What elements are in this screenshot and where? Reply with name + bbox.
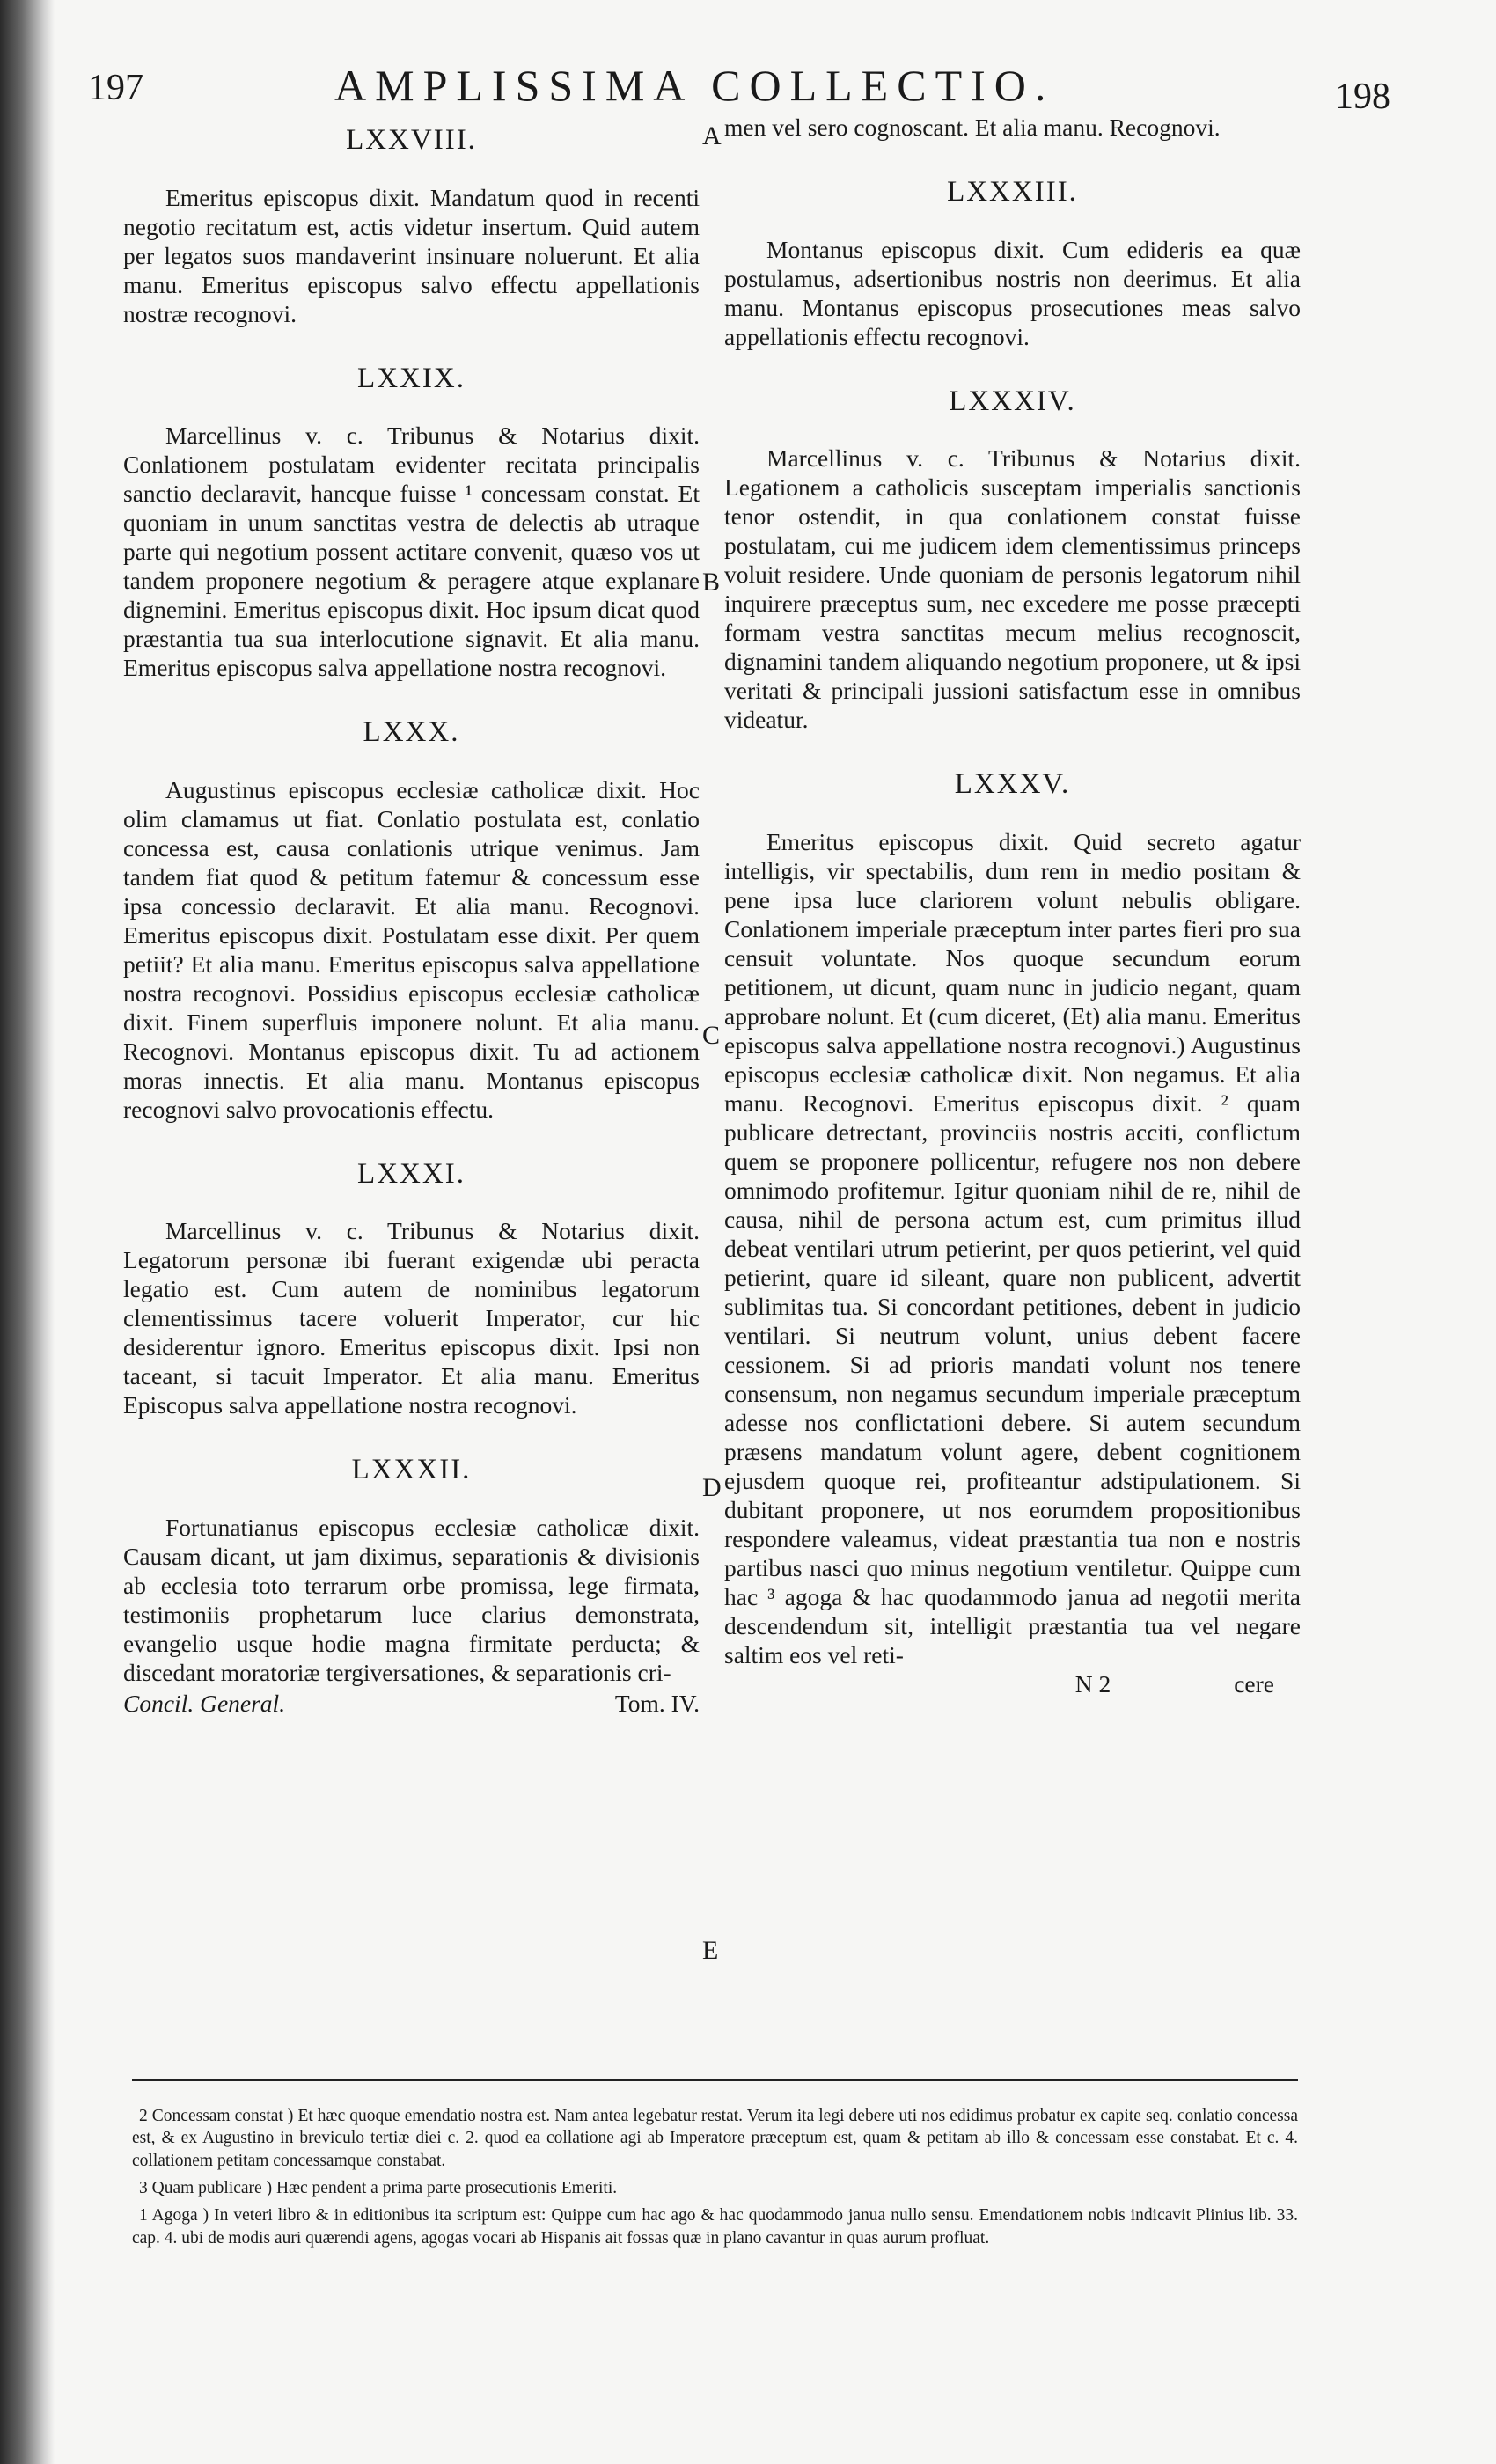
section-paragraph: Marcellinus v. c. Tribunus & Notarius dixit. Legationem a catholicis susceptam imperialis sanctionis tenor ostendit, in qua conlationem constat fuisse postulatam, cui me judicem idem clementissimus princeps voluit residere. Unde quoniam de personis legatorum nihil inquirere præceptus sum, nec excedere me posse præcepti formam vestra sanctitas mecum melius recognoscit, dignamini tandem aliquando negotium proponere, ut & ipsi veritati & principali jussioni satisfactum esse in omnibus videatur.: [724, 444, 1301, 734]
footnote: 1 Agoga ) In veteri libro & in editionibus ita scriptum est: Quippe cum hac ago & hac quodammodo janua nullo sensu. Emendationem nobis indicavit Plinius lib. 33. cap. 4. ubi de modis auri quærendi agens, agogas vocari ab Hispanis ait fossas quæ in plano cavantur in quas aurum profluat.: [132, 2206, 1298, 2248]
footnote-rule: [132, 2079, 1298, 2081]
section-paragraph: Fortunatianus episcopus ecclesiæ catholicæ dixit. Causam dicant, ut jam diximus, separationis & divisionis ab ecclesia toto terrarum orbe promissa, lege firmata, testimoniis prophetarum luce clarius demonstrata, evangelio usque hodie magna firmitate perducta; & discedant moratoriæ tergiversationes, & separationis cri-: [123, 1513, 700, 1686]
left-column: [123, 113, 700, 1718]
left-page-number: 197: [88, 68, 143, 108]
section-paragraph: Emeritus episcopus dixit. Quid secreto agatur intelligis, vir spectabilis, dum rem in medio positam & pene ipsa luce clariorem volunt nebulis obligare. Conlationem imperiale præceptum inter partes fieri pro sua censuit voluntate. Nos quoque secundum eorum petitionem, ut dicunt, quam nunc in judicio negant, quam approbare nolunt. Et (cum diceret, (Et) alia manu. Emeritus episcopus salva appellatione nostra recognovi.) Augustinus episcopus ecclesiæ catholicæ dixit. Non negamus. Et alia manu. Recognovi. Emeritus episcopus dixit. ² quam publicare detrectant, provinciis nostris acciti, conflictum quem se proponere pollicentur, refugere nos non debere omnimodo profitemur. Igitur quoniam nihil de re, nihil de causa, nihil de persona actum est, cum primitus illud debeat ventilari utrum petierint, per quos petierint, vel quid petierint, quare id sileant, quare non publicent, advertit sublimitas tua. Si concordant petitiones, debent in judicio ventilari. Si neutrum volunt, unius debent facere cessionem. Si ad prioris mandati volunt nos tenere consensum, non negamus secundum imperiale præceptum adesse nos conflictationi debere. Si autem secundum præsens mandatum volunt agere, debent cognitionem ejusdem quoque rei, profiteantur adstipulationem. Si dubitant proponere, ut nos eorumdem propositionibus respondere valeamus, videat præstantia tua non e nostris partibus nasci quo minus negotium ventiletur. Quippe cum hac ³ agoga & hac quodammodo janua ad negotii merita descendendum sit, intelligit præstantia tua vel negare saltim eos vel reti-: [724, 827, 1301, 1668]
section-heading: LXXX.: [363, 716, 460, 749]
footnotes: [132, 2105, 1298, 2255]
right-page-number: 198: [1335, 77, 1390, 117]
margin-letter-a: A: [702, 121, 722, 150]
section-heading: LXXIX.: [357, 362, 466, 394]
signature-line: [724, 1669, 1301, 1698]
margin-letter-d: D: [702, 1473, 722, 1502]
section-paragraph: Emeritus episcopus dixit. Mandatum quod in recenti negotio recitatum est, actis videtur insertum. Quid autem per legatos suos mandaverint insinuare noluerunt. Et alia manu. Emeritus episcopus salvo effectu appellationis nostræ recognovi.: [123, 183, 700, 327]
footnote: 3 Quam publicare ) Hæc pendent a prima parte prosecutionis Emeriti.: [139, 2179, 618, 2198]
section-paragraph: Marcellinus v. c. Tribunus & Notarius dixit. Conlationem postulatam evidenter recitata principalis sanctio declaravit, hancque fuisse ¹ concessam constat. Et quoniam in unum sanctitas vestra de delectis ab utraque parte qui negotium possent actitare convenit, quæso vos ut tandem proponere negotium & peragere atque explanare dignemini. Emeritus episcopus dixit. Hoc ipsum dicat quod præstantia tua sua interlocutione signavit. Et alia manu. Emeritus episcopus salva appellatione nostra recognovi.: [123, 422, 700, 682]
section-heading: LXXVIII.: [346, 124, 477, 156]
gathering-signature: N 2: [1074, 1669, 1111, 1698]
section-paragraph: Montanus episcopus dixit. Cum edideris ea quæ postulamus, adsertionibus nostris non deerimus. Et alia manu. Montanus episcopus prosecutiones meas salvo appellationis effectu recognovi.: [724, 235, 1301, 350]
citation-volume: Tom. IV.: [614, 1689, 700, 1717]
margin-letter-e: E: [702, 1936, 719, 1965]
section-heading: LXXXV.: [954, 768, 1071, 801]
section-heading: LXXXIV.: [949, 385, 1076, 417]
book-spine-shadow: [0, 0, 55, 2464]
continued-paragraph: men vel sero cognoscant. Et alia manu. Recognovi.: [724, 114, 1221, 141]
section-heading: LXXXII.: [351, 1454, 472, 1486]
citation-collection: Concil. General.: [123, 1689, 286, 1717]
catchword: cere: [1234, 1669, 1274, 1698]
volume-citation: [123, 1689, 700, 1718]
section-paragraph: Marcellinus v. c. Tribunus & Notarius dixit. Legatorum personæ ibi fuerant exigendæ ubi peracta legatio est. Cum autem de nominibus legatorum clementissimus tacere voluerit Imperator, cur hic desiderentur ignoro. Emeritus episcopus dixit. Ipsi non taceant, si tacuit Imperator. Et alia manu. Emeritus Episcopus salva appellatione nostra recognovi.: [123, 1217, 700, 1419]
section-heading: LXXXIII.: [947, 176, 1078, 208]
margin-letter-b: B: [702, 568, 721, 597]
margin-letter-c: C: [702, 1021, 721, 1050]
right-column: [724, 113, 1301, 1698]
section-heading: LXXXI.: [357, 1157, 466, 1190]
footnote: 2 Concessam constat ) Et hæc quoque emendatio nostra est. Nam antea legebatur restat. Verum ita legi debere uti nos edidimus probatur ex capite seq. conlatio concessa est, & ex Augustino in breviculo tertiæ diei c. 2. quod ea collatione agi ab Imperatore præceptum est, quam & petitam ab illo & concessam esse constabat. Et c. 4. collationem petitam concessamque constabat.: [132, 2107, 1298, 2170]
section-paragraph: Augustinus episcopus ecclesiæ catholicæ dixit. Hoc olim clamamus ut fiat. Conlatio postulata est, conlatio concessa est, causa conlationis utrique venimus. Jam tandem fiat quod & petitum fatemur & concessum esse ipsa concessio declaravit. Et alia manu. Recognovi. Emeritus episcopus dixit. Postulatam esse dixit. Per quem petiit? Et alia manu. Emeritus episcopus salva appellatione nostra recognovi. Possidius episcopus ecclesiæ catholicæ dixit. Finem superfluis imponere nolunt. Et alia manu. Recognovi. Montanus episcopus dixit. Tu ad actionem moras innectis. Et alia manu. Montanus episcopus recognovi salvo provocationis effectu.: [123, 775, 700, 1123]
running-header: [88, 60, 1390, 117]
running-title: AMPLISSIMA COLLECTIO.: [334, 61, 1055, 110]
